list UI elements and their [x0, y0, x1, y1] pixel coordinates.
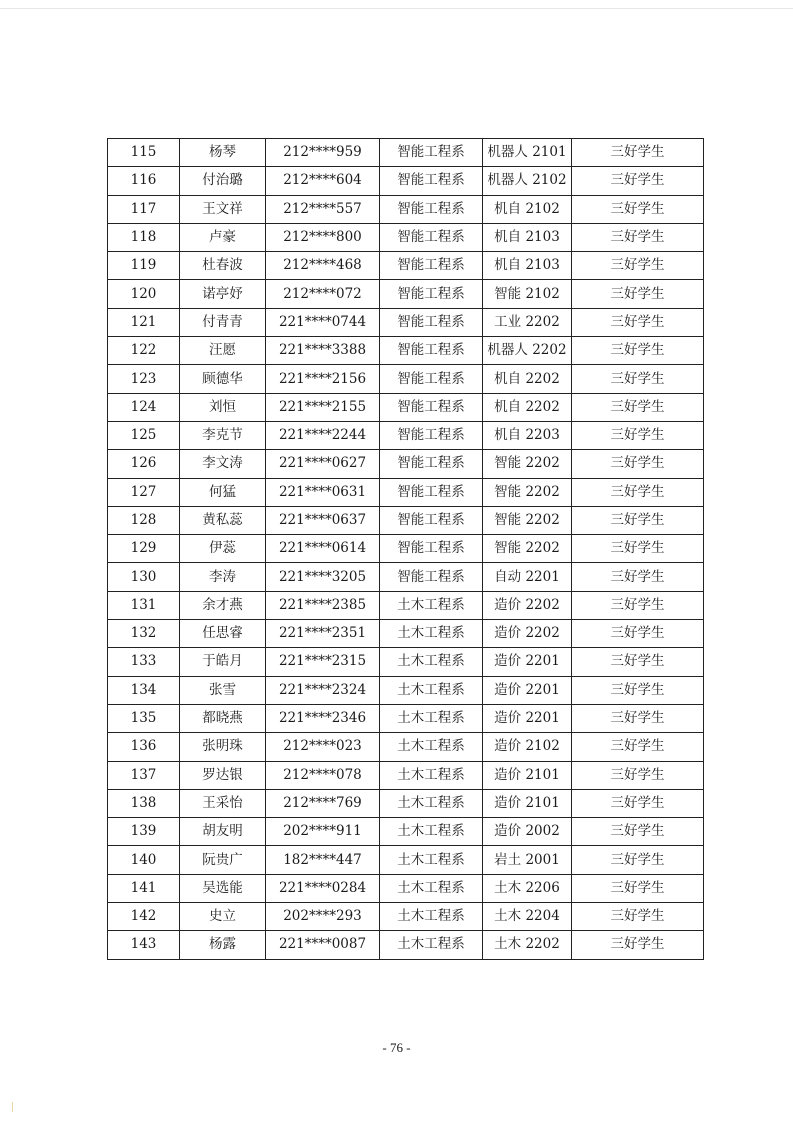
class-cell: 自动 2201: [483, 563, 572, 591]
row-number-cell: 120: [108, 280, 180, 308]
award-cell: 三好学生: [572, 761, 704, 789]
row-number-cell: 128: [108, 506, 180, 534]
class-cell: 工业 2202: [483, 308, 572, 336]
student-name-cell: 刘恒: [180, 393, 266, 421]
row-number-cell: 134: [108, 676, 180, 704]
table-row: [108, 761, 704, 789]
student-id-cell: 182****447: [266, 846, 380, 874]
department-cell: 土木工程系: [380, 931, 483, 959]
student-name-cell: 李涛: [180, 563, 266, 591]
table-row: [108, 421, 704, 449]
table-row: [108, 789, 704, 817]
student-id-cell: 221****2315: [266, 648, 380, 676]
scan-edge-mark: [12, 1102, 13, 1112]
award-cell: 三好学生: [572, 139, 704, 167]
department-cell: 土木工程系: [380, 620, 483, 648]
page-number: - 76 -: [382, 1040, 411, 1055]
award-cell: 三好学生: [572, 167, 704, 195]
row-number-cell: 118: [108, 223, 180, 251]
department-cell: 智能工程系: [380, 365, 483, 393]
student-id-cell: 212****078: [266, 761, 380, 789]
student-name-cell: 诺亭妤: [180, 280, 266, 308]
award-cell: 三好学生: [572, 733, 704, 761]
student-name-cell: 汪愿: [180, 337, 266, 365]
department-cell: 智能工程系: [380, 223, 483, 251]
department-cell: 智能工程系: [380, 139, 483, 167]
award-cell: 三好学生: [572, 506, 704, 534]
row-number-cell: 119: [108, 252, 180, 280]
table-row: [108, 704, 704, 732]
roster-body: [108, 139, 704, 960]
student-name-cell: 任思睿: [180, 620, 266, 648]
class-cell: 机自 2102: [483, 195, 572, 223]
class-cell: 造价 2202: [483, 620, 572, 648]
row-number-cell: 117: [108, 195, 180, 223]
student-name-cell: 杨露: [180, 931, 266, 959]
award-cell: 三好学生: [572, 648, 704, 676]
row-number-cell: 138: [108, 789, 180, 817]
table-row: [108, 195, 704, 223]
student-name-cell: 付青青: [180, 308, 266, 336]
award-cell: 三好学生: [572, 195, 704, 223]
student-id-cell: 212****557: [266, 195, 380, 223]
department-cell: 土木工程系: [380, 676, 483, 704]
student-id-cell: 212****023: [266, 733, 380, 761]
award-cell: 三好学生: [572, 704, 704, 732]
student-name-cell: 黄私蕊: [180, 506, 266, 534]
class-cell: 智能 2202: [483, 506, 572, 534]
department-cell: 智能工程系: [380, 308, 483, 336]
row-number-cell: 132: [108, 620, 180, 648]
row-number-cell: 125: [108, 421, 180, 449]
department-cell: 智能工程系: [380, 167, 483, 195]
class-cell: 造价 2002: [483, 818, 572, 846]
student-name-cell: 阮贵广: [180, 846, 266, 874]
student-id-cell: 221****2244: [266, 421, 380, 449]
student-id-cell: 221****3205: [266, 563, 380, 591]
row-number-cell: 115: [108, 139, 180, 167]
row-number-cell: 131: [108, 591, 180, 619]
student-id-cell: 212****468: [266, 252, 380, 280]
table-row: [108, 620, 704, 648]
class-cell: 机器人 2202: [483, 337, 572, 365]
class-cell: 土木 2206: [483, 874, 572, 902]
row-number-cell: 130: [108, 563, 180, 591]
table-row: [108, 648, 704, 676]
department-cell: 土木工程系: [380, 789, 483, 817]
row-number-cell: 116: [108, 167, 180, 195]
class-cell: 岩土 2001: [483, 846, 572, 874]
department-cell: 智能工程系: [380, 393, 483, 421]
page-top-border: [0, 8, 793, 9]
student-id-cell: 202****293: [266, 903, 380, 931]
class-cell: 土木 2202: [483, 931, 572, 959]
student-name-cell: 余才燕: [180, 591, 266, 619]
class-cell: 智能 2202: [483, 478, 572, 506]
class-cell: 造价 2101: [483, 761, 572, 789]
award-cell: 三好学生: [572, 818, 704, 846]
row-number-cell: 135: [108, 704, 180, 732]
table-row: [108, 874, 704, 902]
row-number-cell: 124: [108, 393, 180, 421]
student-id-cell: 221****0744: [266, 308, 380, 336]
award-cell: 三好学生: [572, 337, 704, 365]
department-cell: 土木工程系: [380, 874, 483, 902]
row-number-cell: 141: [108, 874, 180, 902]
student-name-cell: 顾德华: [180, 365, 266, 393]
department-cell: 智能工程系: [380, 195, 483, 223]
student-id-cell: 221****2324: [266, 676, 380, 704]
student-id-cell: 212****800: [266, 223, 380, 251]
table-row: [108, 478, 704, 506]
row-number-cell: 123: [108, 365, 180, 393]
row-number-cell: 126: [108, 450, 180, 478]
class-cell: 机自 2202: [483, 365, 572, 393]
student-name-cell: 张雪: [180, 676, 266, 704]
class-cell: 智能 2202: [483, 535, 572, 563]
student-name-cell: 杨琴: [180, 139, 266, 167]
department-cell: 土木工程系: [380, 903, 483, 931]
award-cell: 三好学生: [572, 280, 704, 308]
student-id-cell: 221****3388: [266, 337, 380, 365]
award-cell: 三好学生: [572, 308, 704, 336]
student-id-cell: 221****2155: [266, 393, 380, 421]
student-id-cell: 212****769: [266, 789, 380, 817]
student-name-cell: 于皓月: [180, 648, 266, 676]
student-name-cell: 罗达银: [180, 761, 266, 789]
table-row: [108, 535, 704, 563]
student-name-cell: 王文祥: [180, 195, 266, 223]
student-id-cell: 221****2346: [266, 704, 380, 732]
student-id-cell: 212****604: [266, 167, 380, 195]
department-cell: 土木工程系: [380, 846, 483, 874]
department-cell: 土木工程系: [380, 818, 483, 846]
award-cell: 三好学生: [572, 903, 704, 931]
student-name-cell: 王采怡: [180, 789, 266, 817]
table-row: [108, 252, 704, 280]
student-id-cell: 221****2385: [266, 591, 380, 619]
award-cell: 三好学生: [572, 789, 704, 817]
table-row: [108, 563, 704, 591]
department-cell: 土木工程系: [380, 704, 483, 732]
department-cell: 智能工程系: [380, 337, 483, 365]
row-number-cell: 140: [108, 846, 180, 874]
class-cell: 造价 2202: [483, 591, 572, 619]
table-row: [108, 337, 704, 365]
student-id-cell: 212****072: [266, 280, 380, 308]
table-row: [108, 280, 704, 308]
award-cell: 三好学生: [572, 931, 704, 959]
student-id-cell: 221****0637: [266, 506, 380, 534]
table-row: [108, 931, 704, 959]
class-cell: 机自 2203: [483, 421, 572, 449]
award-cell: 三好学生: [572, 846, 704, 874]
student-name-cell: 李克节: [180, 421, 266, 449]
department-cell: 土木工程系: [380, 591, 483, 619]
row-number-cell: 139: [108, 818, 180, 846]
award-cell: 三好学生: [572, 535, 704, 563]
student-name-cell: 伊蕊: [180, 535, 266, 563]
student-id-cell: 221****2351: [266, 620, 380, 648]
row-number-cell: 122: [108, 337, 180, 365]
table-row: [108, 308, 704, 336]
table-row: [108, 676, 704, 704]
class-cell: 机自 2103: [483, 252, 572, 280]
department-cell: 智能工程系: [380, 535, 483, 563]
department-cell: 智能工程系: [380, 450, 483, 478]
table-row: [108, 506, 704, 534]
row-number-cell: 127: [108, 478, 180, 506]
row-number-cell: 143: [108, 931, 180, 959]
row-number-cell: 136: [108, 733, 180, 761]
award-cell: 三好学生: [572, 676, 704, 704]
award-cell: 三好学生: [572, 252, 704, 280]
student-id-cell: 221****0627: [266, 450, 380, 478]
row-number-cell: 133: [108, 648, 180, 676]
student-id-cell: 221****2156: [266, 365, 380, 393]
row-number-cell: 121: [108, 308, 180, 336]
award-cell: 三好学生: [572, 563, 704, 591]
student-name-cell: 吴选能: [180, 874, 266, 902]
table-row: [108, 818, 704, 846]
table-row: [108, 591, 704, 619]
table-row: [108, 903, 704, 931]
class-cell: 造价 2101: [483, 789, 572, 817]
class-cell: 土木 2204: [483, 903, 572, 931]
table-row: [108, 223, 704, 251]
class-cell: 机自 2202: [483, 393, 572, 421]
student-id-cell: 221****0284: [266, 874, 380, 902]
award-cell: 三好学生: [572, 874, 704, 902]
table-row: [108, 139, 704, 167]
student-name-cell: 都晓燕: [180, 704, 266, 732]
table-row: [108, 365, 704, 393]
department-cell: 智能工程系: [380, 478, 483, 506]
student-id-cell: 221****0631: [266, 478, 380, 506]
student-id-cell: 221****0087: [266, 931, 380, 959]
table-row: [108, 450, 704, 478]
table-row: [108, 733, 704, 761]
student-name-cell: 杜春波: [180, 252, 266, 280]
student-name-cell: 张明珠: [180, 733, 266, 761]
table-row: [108, 167, 704, 195]
student-id-cell: 202****911: [266, 818, 380, 846]
department-cell: 智能工程系: [380, 506, 483, 534]
award-cell: 三好学生: [572, 620, 704, 648]
student-name-cell: 李文涛: [180, 450, 266, 478]
department-cell: 土木工程系: [380, 733, 483, 761]
department-cell: 智能工程系: [380, 421, 483, 449]
student-name-cell: 付治璐: [180, 167, 266, 195]
student-name-cell: 史立: [180, 903, 266, 931]
class-cell: 造价 2201: [483, 704, 572, 732]
department-cell: 智能工程系: [380, 563, 483, 591]
department-cell: 智能工程系: [380, 252, 483, 280]
row-number-cell: 142: [108, 903, 180, 931]
award-cell: 三好学生: [572, 393, 704, 421]
department-cell: 土木工程系: [380, 648, 483, 676]
class-cell: 造价 2201: [483, 676, 572, 704]
class-cell: 机器人 2102: [483, 167, 572, 195]
class-cell: 造价 2201: [483, 648, 572, 676]
class-cell: 智能 2202: [483, 450, 572, 478]
student-name-cell: 何猛: [180, 478, 266, 506]
row-number-cell: 129: [108, 535, 180, 563]
award-cell: 三好学生: [572, 478, 704, 506]
class-cell: 机自 2103: [483, 223, 572, 251]
award-cell: 三好学生: [572, 421, 704, 449]
honor-roster-table: [107, 138, 704, 960]
award-cell: 三好学生: [572, 450, 704, 478]
department-cell: 土木工程系: [380, 761, 483, 789]
class-cell: 机器人 2101: [483, 139, 572, 167]
student-id-cell: 212****959: [266, 139, 380, 167]
row-number-cell: 137: [108, 761, 180, 789]
class-cell: 智能 2102: [483, 280, 572, 308]
student-id-cell: 221****0614: [266, 535, 380, 563]
class-cell: 造价 2102: [483, 733, 572, 761]
award-cell: 三好学生: [572, 365, 704, 393]
student-name-cell: 卢豪: [180, 223, 266, 251]
student-name-cell: 胡友明: [180, 818, 266, 846]
table-row: [108, 393, 704, 421]
table-row: [108, 846, 704, 874]
award-cell: 三好学生: [572, 591, 704, 619]
award-cell: 三好学生: [572, 223, 704, 251]
department-cell: 智能工程系: [380, 280, 483, 308]
